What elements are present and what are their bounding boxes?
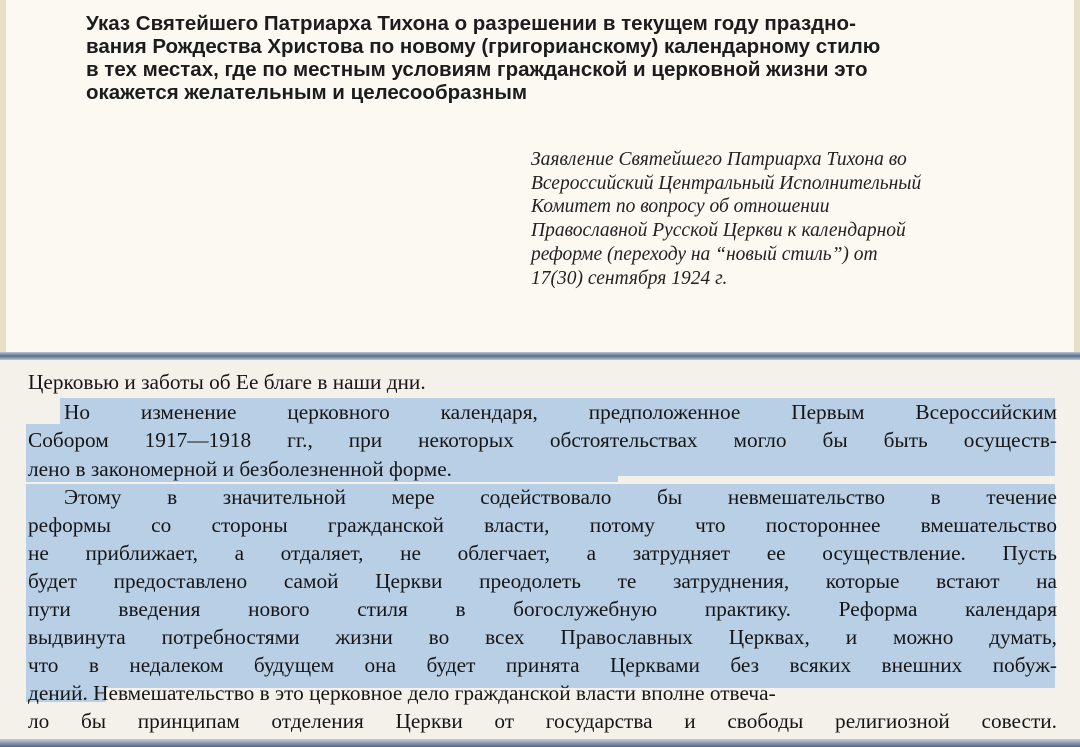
statement-line: Комитет по вопросу об отношении [531,196,830,218]
text-line: пути введения нового стиля в богослужебную практику. Реформа календаря [28,597,1057,621]
page-divider [0,352,1080,360]
statement-caption [531,148,1051,290]
text-line: Этому в значительной мере содействовало бы невмешательство в течение [64,485,1057,509]
text-line: будет предоставлено самой Церкви преодолеть те затруднения, которые встают на [28,569,1057,593]
page-bottom-edge [0,739,1080,747]
text-line: реформы со стороны гражданской власти, потому что постороннее вмешательство [28,513,1057,537]
text-page [0,360,1080,747]
statement-line: Православной Русской Церкви к календарной [531,220,906,242]
statement-line: реформе (переходу на “новый стиль”) от [531,243,878,265]
decree-title-line: вания Рождества Христова по новому (григорианскому) календарному стилю [86,35,881,58]
text-line: ло бы принципам отделения Церкви от государства и свободы религиозной совести. [28,709,1057,733]
text-line: не приближает, а отдаляет, не облегчает, а затрудняет ее осуществление. Пусть [28,541,1057,565]
statement-line: Всероссийский Центральный Исполнительный [531,172,922,194]
decree-title-line: Указ Святейшего Патриарха Тихона о разрешении в текущем году праздно- [86,12,856,35]
text-line: что в недалеком будущем она будет принята Церквами без всяких внешних побуж- [28,653,1057,677]
text-line: Но изменение церковного календаря, предположенное Первым Всероссийским [64,400,1057,424]
decree-title-line: в тех местах, где по местным условиям гражданской и церковной жизни это [86,58,868,81]
text-fragment: дений. [28,681,88,705]
text-line: Церковью и заботы об Ее благе в наши дни. [28,370,426,394]
decree-title [86,12,1046,104]
text-fragment: Невмешательство в это церковное дело гражданской власти вполне отвеча- [87,681,776,705]
text-line: выдвинута потребностями жизни во всех Православных Церквах, и можно думать, [28,625,1057,649]
text-line [28,681,1057,706]
decree-panel [0,0,1080,352]
text-line: лено в закономерной и безболезненной форме. [28,457,452,481]
text-line: Собором 1917—1918 гг., при некоторых обстоятельствах могло бы быть осуществ- [28,428,1057,452]
decree-title-line: окажется желательным и целесообразным [86,81,528,104]
statement-line: Заявление Святейшего Патриарха Тихона во [531,149,907,170]
statement-line: 17(30) сентября 1924 г. [531,267,728,289]
